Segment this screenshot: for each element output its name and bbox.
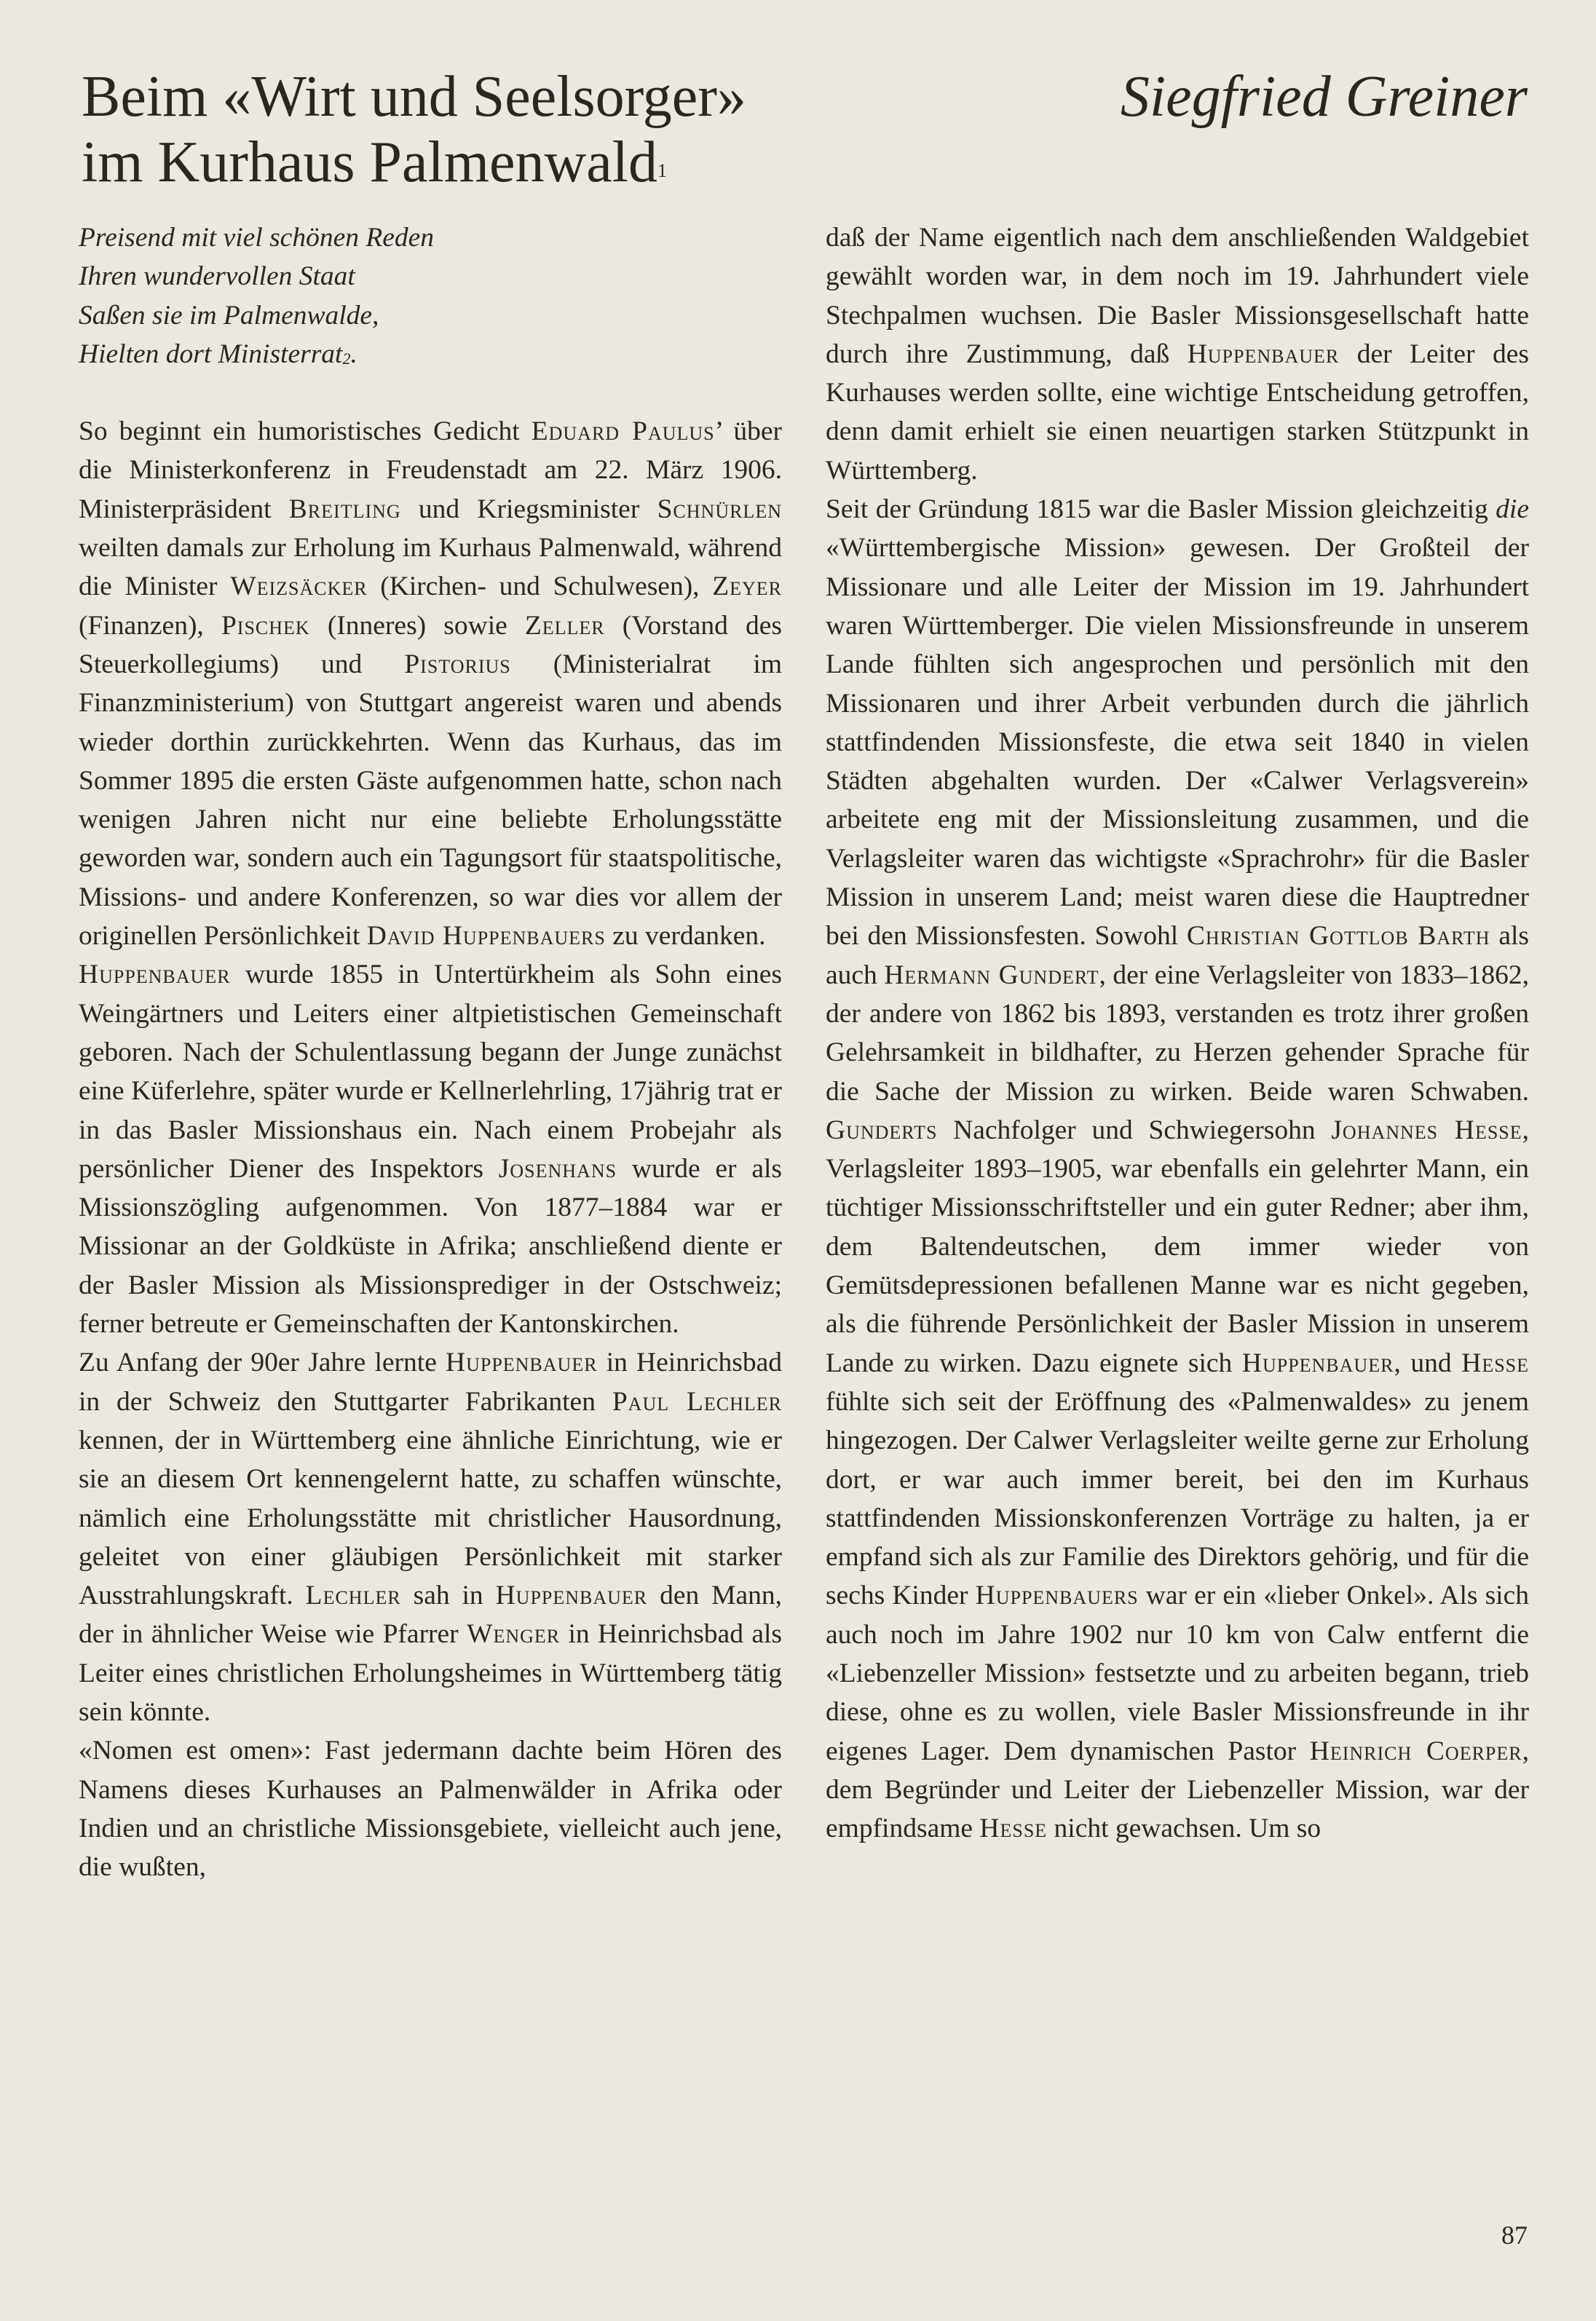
title-line-2: im Kurhaus Palmenwald: [82, 130, 657, 194]
person-name: Huppenbauer: [495, 1581, 648, 1611]
left-column: [79, 218, 782, 1886]
body-paragraph: [79, 1343, 782, 1731]
text-run: der Leiter des Kurhauses werden sollte, eine wichtige Entscheidung getroffen, denn damit erhielt sie einen neuartigen starken Stützpunkt in Württemberg.: [826, 339, 1529, 486]
person-name: Christian Gottlob Barth: [1186, 921, 1490, 952]
article-title: [82, 64, 955, 195]
text-run: fühlte sich seit der Eröffnung des «Palmenwaldes» zu jenem hingezogen. Der Calwer Verlagsleiter weilte gerne zur Erholung dort, er war auch immer bereit, bei den im Kurhaus stattfindenden Missionskonferenzen Vorträge zu halten, ja er empfand sich als zur Familie des Direktors gehörig, und für die sechs Kinder: [826, 1386, 1529, 1611]
text-run: (Finanzen),: [79, 610, 221, 641]
title-line-1: Beim «Wirt und Seelsorger»: [82, 65, 746, 129]
person-name: Hesse: [1461, 1348, 1529, 1378]
epigraph-verse: [79, 218, 782, 373]
verse-footnote-marker: 2: [342, 349, 351, 368]
body-paragraph: [79, 1731, 782, 1886]
text-run: , Verlagsleiter 1893–1905, war ebenfalls ein gelehrter Mann, ein tüchtiger Missionsschriftsteller und ein guter Redner; aber ihm, dem Baltendeutschen, dem immer wieder von Gemütsdepressionen befallenen Manne war es nicht gegeben, als die führende Persönlichkeit der Basler Mission in unserem Lande zu wirken. Dazu eignete sich: [826, 1115, 1530, 1378]
text-run: in Heinrichsbad als Leiter eines christlichen Erholungsheimes in Württemberg tätig sein könnte.: [79, 1619, 782, 1727]
body-paragraph: [826, 218, 1529, 490]
person-name: Pischek: [221, 610, 310, 641]
text-run: sah in: [400, 1581, 496, 1611]
person-name: Zeller: [524, 610, 605, 641]
person-name: Johannes Hesse: [1331, 1115, 1522, 1145]
body-paragraph: [826, 490, 1529, 1848]
body-paragraph: [79, 955, 782, 1343]
text-run: war er ein «lieber Onkel». Als sich auch noch im Jahre 1902 nur 10 km von Calw entfernt die «Liebenzeller Mission» festsetzte und zu arbeiten begann, trieb diese, ohne es zu wollen, viele Basler Missionsfreunde in ihr eigenes Lager. Dem dynamischen Pastor: [826, 1581, 1530, 1766]
right-column: [826, 218, 1529, 1848]
text-run: den Mann, der in ähnlicher Weise wie Pfarrer: [79, 1581, 782, 1650]
text-run: wurde er als Missionszögling aufgenommen. Von 1877–1884 war er Missionar an der Goldküste in Afrika; anschließend diente er der Basler Mission als Missionsprediger in der Ostschweiz; ferner betreute er Gemeinschaften der Kantonskirchen.: [79, 1153, 782, 1340]
text-run: und Kriegsminister: [400, 494, 657, 524]
person-name: Huppenbauer: [1187, 339, 1340, 369]
verse-gap: [79, 373, 782, 412]
person-name: Weizsäcker: [230, 572, 368, 602]
text-run: So beginnt ein humoristisches Gedicht: [79, 416, 532, 447]
text-run: «Württembergische Mission» gewesen. Der Großteil der Missionare und alle Leiter der Mission im 19. Jahrhundert waren Württemberger. Die vielen Missionsfreunde in unserem Lande fühlten sich angesprochen und persönlich mit den Missionaren und ihrer Arbeit verbunden durch die jährlich stattfindenden Missionsfeste, die etwa seit 1840 in vielen Städten abgehalten wurden. Der «Calwer Verlagsverein» arbeitete eng mit der Missionsleitung zusammen, und die Verlagsleiter waren das wichtigste «Sprachrohr» für die Basler Mission in unserem Land; meist waren diese die Hauptredner bei den Missionsfesten. Sowohl: [826, 533, 1529, 952]
person-name: Huppenbauers: [975, 1581, 1139, 1611]
page-number: 87: [1501, 2221, 1528, 2250]
verse-line-last: [79, 335, 782, 373]
verse-line: Preisend mit viel schönen Reden: [79, 223, 435, 253]
text-run: «Nomen est omen»: Fast jedermann dachte beim Hören des Namens dieses Kurhauses an Palmenwälder in Afrika oder Indien und an christliche Missionsgebiete, vielleicht auch jene, die wußten,: [79, 1736, 782, 1883]
person-name: Huppenbauer: [446, 1348, 598, 1378]
person-name: Schnürlen: [657, 494, 782, 524]
person-name: Wenger: [467, 1619, 561, 1650]
person-name: Lechler: [305, 1581, 401, 1611]
text-run: in Heinrichsbad in der Schweiz den Stuttgarter Fabrikanten: [79, 1348, 782, 1417]
emphasis-text: die: [1496, 494, 1529, 525]
person-name: Heinrich Coerper: [1309, 1736, 1522, 1766]
person-name: Zeyer: [712, 572, 783, 602]
person-name: Huppenbauer: [79, 960, 231, 990]
text-run: wurde 1855 in Untertürkheim als Sohn eines Weingärtners und Leiters einer altpietistischen Gemeinschaft geboren. Nach der Schulentlassung begann der Junge zunächst eine Küferlehre, später wurde er Kellnerlehrling, 17jährig trat er in das Basler Missionshaus ein. Nach einem Probejahr als persönlicher Diener des Inspektors: [79, 960, 782, 1184]
text-run: (Vorstand des Steuerkollegiums) und: [79, 610, 783, 679]
text-run: weilten damals zur Erholung im Kurhaus Palmenwald, während die Minister: [79, 533, 782, 602]
text-run: , der eine Verlagsleiter von 1833–1862, der andere von 1862 bis 1893, verstanden es trotz ihrer großen Gelehrsamkeit in bildhafter, zu Herzen gehender Sprache für die Sache der Mission zu wirken. Beide waren Schwaben.: [826, 960, 1529, 1107]
person-name: Josenhans: [498, 1153, 617, 1184]
person-name: Hermann Gundert: [884, 960, 1099, 990]
text-run: Zu Anfang der 90er Jahre lernte: [79, 1348, 446, 1378]
text-run: kennen, der in Württemberg eine ähnliche Einrichtung, wie er sie an diesem Ort kennengelernt hatte, zu schaffen wünschte, nämlich eine Erholungsstätte mit christlicher Hausordnung, geleitet von einer gläubigen Persönlichkeit mit starker Ausstrahlungskraft.: [79, 1425, 782, 1611]
text-run: Seit der Gründung 1815 war die Basler Mission gleichzeitig: [826, 494, 1496, 525]
verse-end-punct: .: [350, 339, 357, 369]
person-name: Eduard Paulus: [531, 416, 715, 447]
title-footnote-marker: 1: [657, 160, 667, 181]
text-run: , dem Begründer und Leiter der Liebenzeller Mission, war der empfindsame: [826, 1736, 1529, 1844]
person-name: Paul Lechler: [612, 1386, 782, 1417]
text-run: nicht gewachsen. Um so: [1047, 1814, 1322, 1844]
text-run: ’ über die Ministerkonferenz in Freudenstadt am 22. März 1906. Ministerpräsident: [79, 416, 782, 524]
text-run: , und: [1394, 1348, 1462, 1378]
verse-line: Hielten dort Ministerrat: [79, 339, 343, 369]
text-run: als auch: [826, 921, 1529, 990]
text-run: Nachfolger und Schwiegersohn: [937, 1115, 1332, 1145]
text-run: (Inneres) sowie: [309, 610, 525, 641]
person-name: David Huppenbauers: [366, 921, 606, 952]
person-name: Pistorius: [404, 649, 511, 679]
text-run: (Kirchen- und Schulwesen),: [367, 572, 713, 602]
text-run: daß der Name eigentlich nach dem anschließenden Waldgebiet gewählt worden war, in dem noch im 19. Jahrhundert viele Stechpalmen wuchsen. Die Basler Missionsgesellschaft hatte durch ihre Zustimmung, daß: [826, 223, 1529, 369]
author-name: Siegfried Greiner: [1120, 65, 1528, 129]
verse-line: Saßen sie im Palmenwalde,: [79, 300, 379, 331]
verse-line: Ihren wundervollen Staat: [79, 261, 355, 292]
person-name: Hesse: [979, 1814, 1048, 1844]
person-name: Huppenbauer: [1241, 1348, 1394, 1378]
person-name: Breitling: [288, 494, 401, 524]
person-name: Gunderts: [826, 1115, 938, 1145]
text-run: (Ministerialrat im Finanzministerium) von Stuttgart angereist waren und abends wieder dorthin zurückkehrten. Wenn das Kurhaus, das im Sommer 1895 die ersten Gäste aufgenommen hatte, schon nach wenigen Jahren nicht nur eine beliebte Erholungsstätte geworden war, sondern auch ein Tagungsort für staatspolitische, Missions- und andere Konferenzen, so war dies vor allem der originellen Persönlichkeit: [79, 649, 783, 952]
text-run: zu verdanken.: [605, 921, 766, 952]
body-paragraph: [79, 412, 782, 955]
